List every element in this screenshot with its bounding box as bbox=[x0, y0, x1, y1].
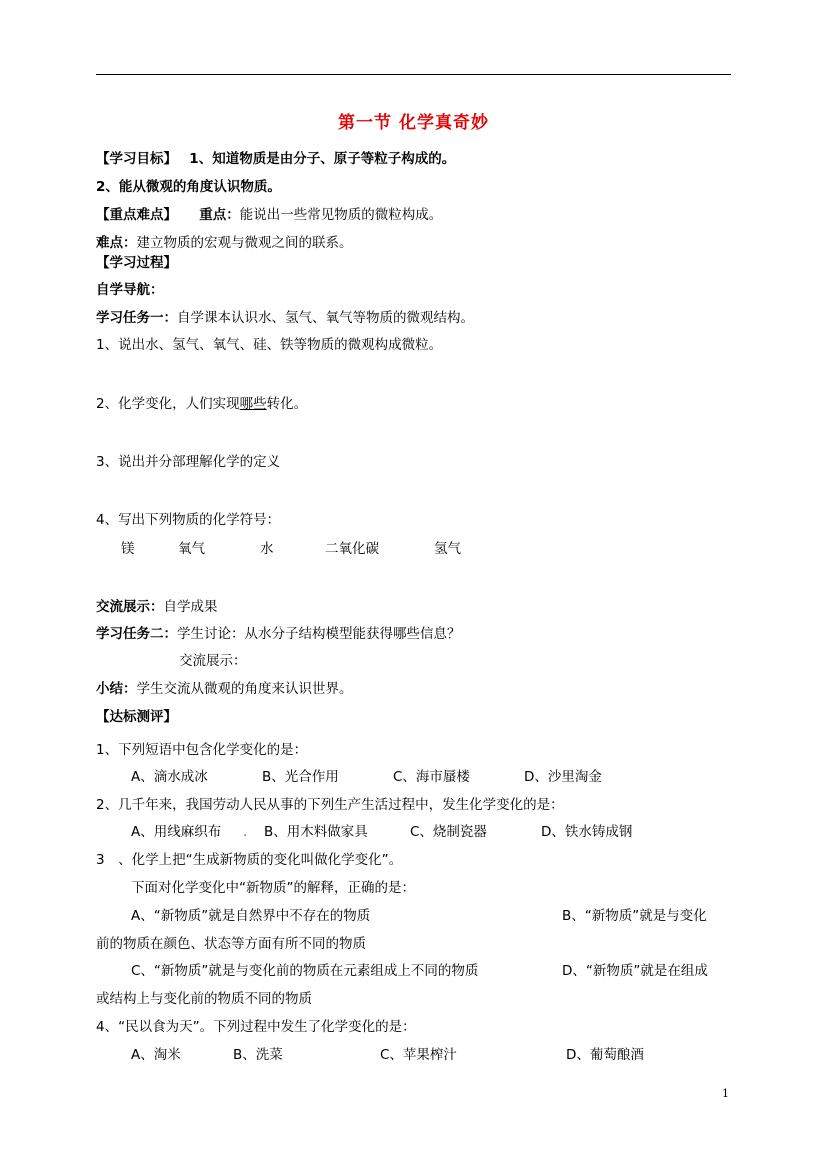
task1-question-4: 4、写出下列物质的化学符号： bbox=[96, 512, 281, 528]
assessment-label: 【达标测评】 bbox=[96, 709, 177, 725]
task1-label: 学习任务一： bbox=[96, 310, 177, 326]
q2-option-d: D、铁水铸成钢 bbox=[541, 824, 633, 840]
difficulty-label: 难点： bbox=[96, 235, 137, 251]
q2-option-c: C、烧制瓷器 bbox=[410, 824, 487, 840]
q4-option-b: B、洗菜 bbox=[233, 1047, 283, 1063]
q3-option-b-head: B、“新物质”就是与变化 bbox=[562, 908, 707, 924]
process-label: 【学习过程】 bbox=[96, 255, 177, 271]
q2-option-a: A、用线麻织布 bbox=[131, 824, 222, 840]
q3-option-a: A、“新物质”就是自然界中不存在的物质 bbox=[131, 908, 371, 924]
q1-option-a: A、滴水成冰 bbox=[131, 769, 208, 785]
question-4-stem: 4、“民以食为天”。下列过程中发生了化学变化的是： bbox=[96, 1019, 416, 1035]
question-1-stem: 1、下列短语中包含化学变化的是： bbox=[96, 742, 308, 758]
key-points-label: 【重点难点】 bbox=[96, 207, 177, 223]
task1-question-3: 3、说出并分部理解化学的定义 bbox=[96, 454, 281, 470]
header-rule bbox=[96, 74, 731, 75]
key-label: 重点： bbox=[199, 207, 240, 223]
page-title: 第一节 化学真奇妙 bbox=[338, 113, 489, 133]
task1-text: 自学课本认识水、氢气、氧气等物质的微观结构。 bbox=[177, 310, 474, 326]
q3-option-d-tail: 或结构上与变化前的物质不同的物质 bbox=[96, 991, 312, 1007]
difficulty-text: 建立物质的宏观与微观之间的联系。 bbox=[136, 235, 353, 251]
exchange1-text: 自学成果 bbox=[163, 599, 218, 615]
q1-option-b: B、光合作用 bbox=[262, 769, 339, 785]
task2-label: 学习任务二： bbox=[96, 626, 177, 642]
question-3-stem: 3 、化学上把“生成新物质的变化叫做化学变化”。 bbox=[96, 852, 403, 868]
difficulty-line bbox=[96, 234, 353, 252]
underlined-word: 哪些 bbox=[239, 396, 267, 412]
page-number: 1 bbox=[722, 1087, 729, 1100]
substance-item: 水 bbox=[260, 541, 274, 557]
key-text: 能说出一些常见物质的微粒构成。 bbox=[239, 207, 443, 223]
summary-line bbox=[96, 680, 353, 698]
q3-option-d-head: D、“新物质”就是在组成 bbox=[562, 963, 708, 979]
objective-2: 2、能从微观的角度认识物质。 bbox=[96, 179, 281, 195]
task1-line bbox=[96, 309, 474, 327]
objectives-label: 【学习目标】 bbox=[96, 151, 177, 167]
substance-item: 镁 bbox=[121, 541, 135, 557]
self-nav-label: 自学导航： bbox=[96, 282, 164, 298]
key-points-line bbox=[96, 206, 442, 224]
substance-item: 二氧化碳 bbox=[325, 541, 379, 557]
exchange1-label: 交流展示： bbox=[96, 599, 164, 615]
q3-option-c: C、“新物质”就是与变化前的物质在元素组成上不同的物质 bbox=[131, 963, 479, 979]
task1-question-2: 2、化学变化，人们实现哪些转化。 bbox=[96, 396, 308, 412]
q1-option-d: D、沙里淘金 bbox=[524, 769, 602, 785]
summary-text: 学生交流从微观的角度来认识世界。 bbox=[136, 681, 353, 697]
q2-dot: . bbox=[243, 824, 248, 840]
objectives-line bbox=[96, 150, 455, 168]
task2-line bbox=[96, 625, 461, 643]
q2-option-b: B、用木料做家具 bbox=[264, 824, 368, 840]
task2-exchange: 交流展示： bbox=[179, 653, 247, 669]
q4-option-d: D、葡萄酿酒 bbox=[566, 1047, 644, 1063]
exchange1-line bbox=[96, 598, 218, 616]
substance-item: 氢气 bbox=[434, 541, 461, 557]
substance-item: 氧气 bbox=[178, 541, 205, 557]
q3-option-b-tail: 前的物质在颜色、状态等方面有所不同的物质 bbox=[96, 936, 366, 952]
q4-option-a: A、淘米 bbox=[131, 1047, 181, 1063]
q1-option-c: C、海市蜃楼 bbox=[393, 769, 470, 785]
question-2-stem: 2、几千年来，我国劳动人民从事的下列生产生活过程中，发生化学变化的是： bbox=[96, 797, 564, 813]
summary-label: 小结： bbox=[96, 681, 137, 697]
objective-1: 1、知道物质是由分子、原子等粒子构成的。 bbox=[189, 151, 456, 167]
question-3-sub: 下面对化学变化中“新物质”的解释，正确的是： bbox=[131, 880, 415, 896]
task1-question-1: 1、说出水、氢气、氧气、硅、铁等物质的微观构成微粒。 bbox=[96, 337, 443, 353]
task2-text: 学生讨论：从水分子结构模型能获得哪些信息？ bbox=[177, 626, 461, 642]
q4-option-c: C、苹果榨汁 bbox=[380, 1047, 457, 1063]
